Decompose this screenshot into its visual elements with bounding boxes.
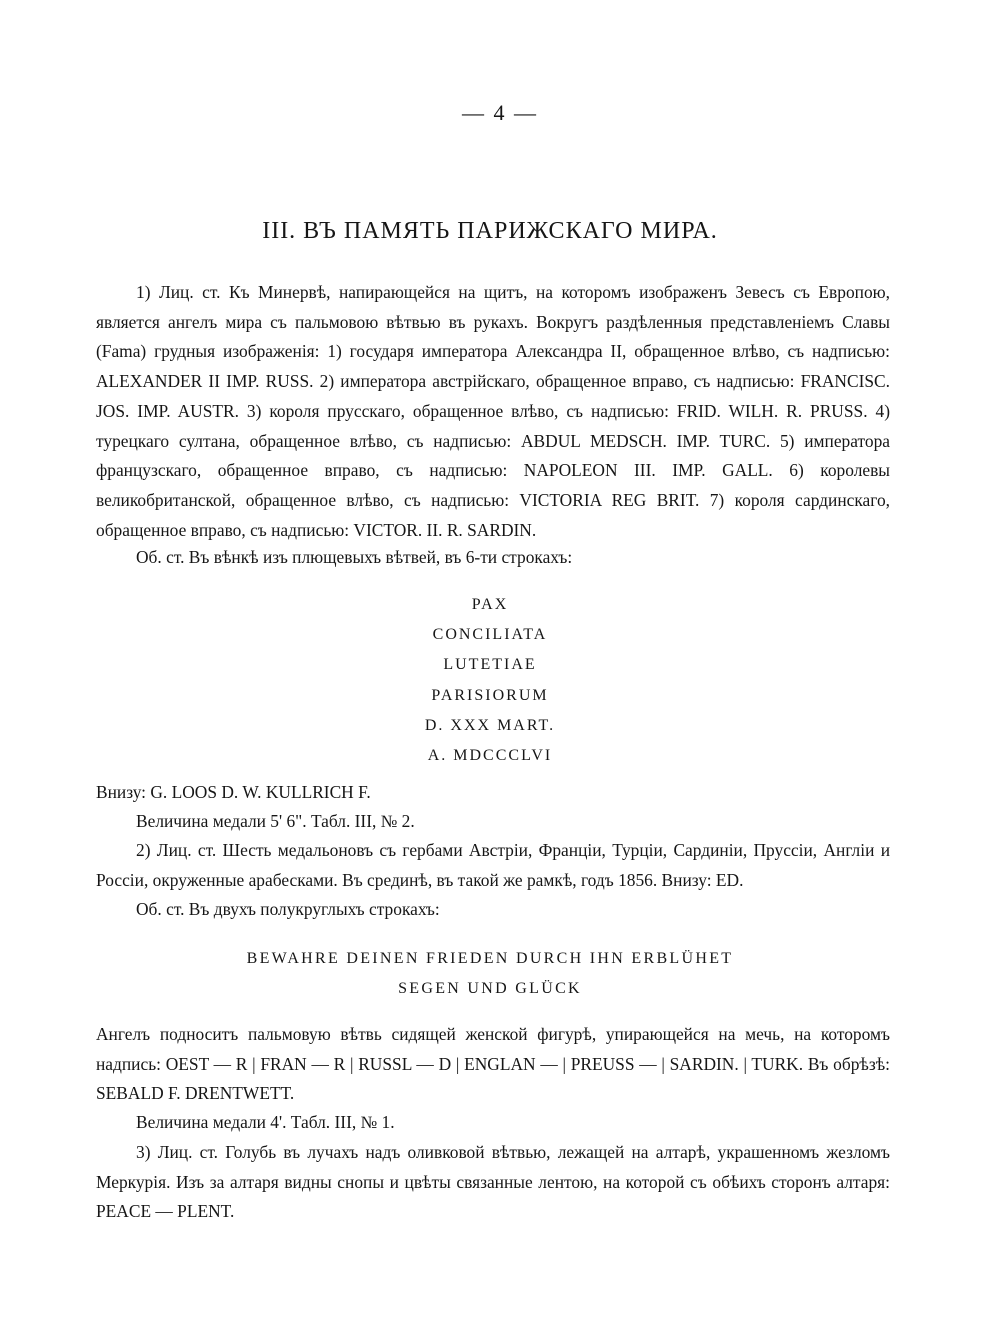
- medal1-reverse-intro: Об. ст. Въ вѣнкѣ изъ плющевыхъ вѣтвей, въ 6-ти строкахъ:: [136, 547, 573, 567]
- medal1-obverse-paragraph: 1) Лиц. ст. Къ Минервѣ, напирающейся на щитъ, на которомъ изображенъ Зевесъ съ Европою, является ангелъ мира съ пальмовою вѣтвью въ рукахъ. Вокругъ раздѣленныя представленіемъ Славы (Fama) грудныя изображенія: 1) государя императора Александра II, обращенное влѣво, съ надписью: ALEXANDER II IMP. RUSS. 2) императора австрійскаго, обращенное вправо, съ надписью: FRANCISC. JOS. IMP. AUSTR. 3) короля прусскаго, обращенное влѣво, съ надписью: FRID. WILH. R. PRUSS. 4) турецкаго султана, обращенное влѣво, съ надписью: ABDUL MEDSCH. IMP. TURC. 5) императора французскаго, обращенное вправо, съ надписью: NAPOLEON III. IMP. GALL. 6) королевы великобританской, обращенное влѣво, съ надписью: VICTORIA REG BRIT. 7) короля сардинскаго, обращенное вправо, съ надписью: VICTOR. II. R. SARDIN.: [96, 282, 890, 540]
- medal1-below-inscription: Внизу: G. LOOS D. W. KULLRICH F.: [96, 782, 371, 802]
- medal1-legend: [0, 590, 980, 771]
- medal2-reverse-intro: Об. ст. Въ двухъ полукруглыхъ строкахъ:: [136, 899, 440, 919]
- legend-line: BEWAHRE DEINEN FRIEDEN DURCH IHN ERBLÜHET: [246, 950, 734, 967]
- section-title: III. ВЪ ПАМЯТЬ ПАРИЖСКАГО МИРА.: [262, 218, 718, 244]
- legend-line: SEGEN UND GLÜCK: [398, 980, 582, 998]
- medal2-angel-paragraph: Ангелъ подноситъ пальмовую вѣтвь сидящей женской фигурѣ, упирающейся на мечь, на которомъ надпись: OEST — R | FRAN — R | RUSSL — D | ENGLAN — | PREUSS — | SARDIN. | TURK. Въ обрѣзѣ: SEBALD F. DRENTWETT.: [96, 1024, 890, 1104]
- page-number: — 4 —: [462, 100, 538, 125]
- legend-line: CONCILIATA: [432, 626, 548, 644]
- legend-line: D. XXX MART.: [424, 716, 556, 734]
- medal2-size: Величина медали 4'. Табл. III, № 1.: [136, 1112, 395, 1132]
- medal3-obverse-paragraph: 3) Лиц. ст. Голубь въ лучахъ надъ оливковой вѣтвью, лежащей на алтарѣ, украшенномъ жезломъ Меркурія. Изъ за алтаря видны снопы и цвѣты связанные лентою, на которой съ обѣихъ сторонъ алтаря: PEACE — PLENT.: [96, 1142, 890, 1222]
- medal1-size: Величина медали 5' 6". Табл. III, № 2.: [136, 811, 415, 831]
- legend-line: PARISIORUM: [431, 686, 549, 704]
- medal2-obverse-paragraph: 2) Лиц. ст. Шесть медальоновъ съ гербами Австріи, Франціи, Турціи, Сардиніи, Пруссіи, Англіи и Россіи, окруженные арабесками. Въ срединѣ, въ такой же рамкѣ, годъ 1856. Внизу: ED.: [96, 840, 890, 890]
- legend-line: PAX: [471, 596, 509, 613]
- medal2-legend: [0, 944, 980, 1004]
- legend-line: LUTETIAE: [443, 656, 537, 674]
- legend-line: A. MDCCCLVI: [427, 747, 553, 765]
